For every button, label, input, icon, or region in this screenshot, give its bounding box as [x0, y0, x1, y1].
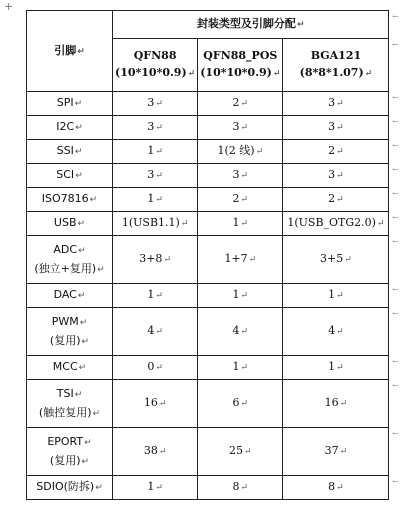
return-mark: ↵: [155, 327, 163, 337]
return-mark: ↵: [78, 363, 87, 373]
return-mark: ↵: [155, 99, 163, 109]
return-mark: ↵: [163, 255, 171, 265]
package-name: BGA121: [310, 49, 362, 62]
return-mark: ↵: [336, 327, 344, 337]
return-mark: ↵: [336, 483, 344, 493]
return-mark: ↵: [155, 123, 163, 133]
cell-value: 3: [147, 96, 155, 109]
cell-value: 1: [328, 288, 336, 301]
value-cell: [283, 476, 389, 500]
return-mark: ↵: [244, 447, 252, 457]
cell-value: 1(USB1.1): [121, 216, 180, 229]
table-row: [27, 284, 389, 308]
return-mark: ↵: [180, 219, 189, 229]
return-mark: ↵: [339, 447, 348, 457]
value-cell: [113, 116, 198, 140]
return-mark: ↵: [240, 483, 249, 493]
package-group-header: 封装类型及引脚分配: [196, 17, 296, 30]
row-end-mark: ←: [392, 477, 399, 486]
row-label: ADC: [53, 242, 78, 256]
cell-value: 8: [328, 480, 336, 493]
return-mark: ↵: [75, 171, 83, 181]
value-cell: [283, 164, 389, 188]
cell-value: 1: [147, 144, 155, 157]
value-cell: [198, 476, 283, 500]
cell-value: 1: [232, 360, 240, 373]
table-row: [27, 380, 389, 428]
row-label: PWM: [51, 314, 79, 328]
return-mark: ↵: [344, 255, 352, 265]
return-mark: ↵: [155, 291, 163, 301]
return-mark: ↵: [240, 99, 249, 109]
row-label-cell: [27, 212, 113, 236]
cell-value: 0: [147, 360, 155, 373]
cell-value: 3+5: [320, 252, 344, 265]
package-name: QFN88: [133, 49, 177, 62]
cell-value: 3: [328, 120, 336, 133]
return-mark: ↵: [75, 123, 83, 133]
cell-value: 6: [232, 396, 240, 409]
row-label: MCC: [52, 360, 78, 373]
return-mark: ↵: [336, 123, 344, 133]
value-cell: [113, 428, 198, 476]
return-mark: ↵: [336, 195, 344, 205]
return-mark: ↵: [84, 437, 92, 448]
value-cell: [283, 116, 389, 140]
row-label: ISO7816: [41, 192, 89, 205]
row-label: (触控复用): [38, 405, 92, 419]
package-header-cell: [283, 39, 389, 92]
row-label-cell: [27, 92, 113, 116]
row-label: EPORT: [47, 434, 84, 448]
cell-value: 3: [232, 168, 240, 181]
value-cell: [113, 92, 198, 116]
cell-value: 3+8: [139, 252, 163, 265]
cell-value: 8: [232, 480, 240, 493]
return-mark: ↵: [79, 317, 88, 328]
return-mark: ↵: [240, 171, 249, 181]
package-dims: (10*10*0.9): [200, 66, 272, 79]
return-mark: ↵: [240, 195, 249, 205]
cell-value: 4: [147, 324, 155, 337]
return-mark: ↵: [97, 264, 105, 275]
row-label-cell: [27, 428, 113, 476]
value-cell: [113, 164, 198, 188]
return-mark: ↵: [272, 69, 281, 79]
return-mark: ↵: [336, 363, 344, 373]
row-label-cell: [27, 140, 113, 164]
row-label: SPI: [56, 96, 74, 109]
value-cell: [198, 356, 283, 380]
return-mark: ↵: [248, 255, 257, 265]
row-label-cell: [27, 476, 113, 500]
pin-header-label: 引脚: [54, 43, 77, 57]
return-mark: ↵: [336, 147, 344, 157]
cell-value: 2: [328, 192, 336, 205]
value-cell: [113, 212, 198, 236]
row-label-cell: [27, 164, 113, 188]
row-label-cell: [27, 236, 113, 284]
value-cell: [113, 380, 198, 428]
value-cell: [198, 188, 283, 212]
return-mark: ↵: [158, 399, 167, 409]
table-row: [27, 92, 389, 116]
value-cell: [113, 284, 198, 308]
package-header-cell: [113, 39, 198, 92]
return-mark: ↵: [187, 69, 196, 79]
return-mark: ↵: [240, 219, 249, 229]
cell-value: 1: [328, 360, 336, 373]
pin-allocation-table: [26, 10, 389, 500]
return-mark: ↵: [336, 291, 344, 301]
return-mark: ↵: [240, 399, 249, 409]
value-cell: [283, 428, 389, 476]
value-cell: [283, 212, 389, 236]
row-end-mark: ←: [392, 12, 399, 21]
row-label: TSI: [56, 386, 74, 400]
return-mark: ↵: [336, 171, 344, 181]
package-header-cell: [198, 39, 283, 92]
return-mark: ↵: [81, 336, 90, 347]
value-cell: [113, 476, 198, 500]
table-row: [27, 356, 389, 380]
return-mark: ↵: [78, 245, 86, 256]
package-dims: (10*10*0.9): [115, 66, 187, 79]
value-cell: [198, 164, 283, 188]
return-mark: ↵: [240, 291, 249, 301]
row-label: (复用): [49, 453, 81, 467]
row-label: SCI: [56, 168, 75, 181]
row-label: SSI: [56, 144, 74, 157]
return-mark: ↵: [155, 147, 163, 157]
return-mark: ↵: [89, 195, 98, 205]
table-row: [27, 212, 389, 236]
cell-value: 16: [143, 396, 158, 409]
row-end-mark: ←: [392, 285, 399, 294]
return-mark: ↵: [81, 456, 90, 467]
value-cell: [113, 236, 198, 284]
return-mark: ↵: [155, 195, 163, 205]
return-mark: ↵: [155, 171, 163, 181]
value-cell: [283, 356, 389, 380]
return-mark: ↵: [158, 447, 167, 457]
row-label-cell: [27, 356, 113, 380]
cell-value: 38: [143, 444, 158, 457]
cell-value: 16: [324, 396, 339, 409]
row-end-mark: ←: [392, 213, 399, 222]
cell-value: 1: [232, 216, 240, 229]
package-group-header-cell: [113, 11, 389, 39]
value-cell: [198, 284, 283, 308]
row-end-mark: ←: [392, 40, 399, 49]
value-cell: [198, 140, 283, 164]
value-cell: [283, 284, 389, 308]
value-cell: [198, 428, 283, 476]
cell-value: 1: [232, 288, 240, 301]
cell-value: 1: [147, 480, 155, 493]
return-mark: ↵: [155, 483, 163, 493]
value-cell: [198, 308, 283, 356]
cell-value: 25: [229, 444, 244, 457]
cell-value: 1: [147, 288, 155, 301]
value-cell: [198, 236, 283, 284]
row-end-mark: ←: [392, 165, 399, 174]
cell-value: 3: [232, 120, 240, 133]
cell-value: 4: [232, 324, 240, 337]
row-label: SDIO(防拆): [36, 480, 95, 493]
return-mark: ↵: [92, 408, 101, 419]
value-cell: [198, 380, 283, 428]
row-label-cell: [27, 380, 113, 428]
table-row: [27, 164, 389, 188]
corner-mark: +: [4, 0, 14, 13]
return-mark: ↵: [255, 147, 264, 157]
value-cell: [283, 92, 389, 116]
value-cell: [198, 212, 283, 236]
cell-value: 2: [232, 96, 240, 109]
return-mark: ↵: [339, 399, 348, 409]
cell-value: 4: [328, 324, 336, 337]
cell-value: 1+7: [224, 252, 248, 265]
value-cell: [283, 140, 389, 164]
value-cell: [283, 380, 389, 428]
row-end-mark: ←: [392, 381, 399, 390]
return-mark: ↵: [95, 483, 103, 493]
return-mark: ↵: [240, 123, 249, 133]
cell-value: 1: [147, 192, 155, 205]
cell-value: 1(2 线): [217, 144, 255, 157]
cell-value: 2: [232, 192, 240, 205]
table-row: [27, 476, 389, 500]
cell-value: 3: [147, 120, 155, 133]
row-label: (独立+复用): [34, 261, 97, 275]
row-end-mark: ←: [392, 141, 399, 150]
return-mark: ↵: [74, 147, 83, 157]
row-label: USB: [53, 216, 77, 229]
return-mark: ↵: [77, 291, 86, 301]
return-mark: ↵: [74, 389, 83, 400]
row-end-mark: ←: [392, 237, 399, 246]
row-end-mark: ←: [392, 357, 399, 366]
row-label-cell: [27, 284, 113, 308]
row-label-cell: [27, 308, 113, 356]
value-cell: [283, 188, 389, 212]
table-row: [27, 308, 389, 356]
table-row: [27, 236, 389, 284]
package-name: QFN88_POS: [203, 49, 278, 62]
pin-header-cell: [27, 11, 113, 92]
table-row: [27, 116, 389, 140]
value-cell: [113, 308, 198, 356]
row-end-mark: ←: [392, 189, 399, 198]
value-cell: [198, 92, 283, 116]
return-mark: ↵: [296, 20, 305, 30]
row-end-mark: ←: [392, 93, 399, 102]
table-row: [27, 428, 389, 476]
row-end-mark: ←: [392, 429, 399, 438]
value-cell: [198, 116, 283, 140]
row-label-cell: [27, 116, 113, 140]
return-mark: ↵: [74, 99, 83, 109]
value-cell: [283, 236, 389, 284]
row-label-cell: [27, 188, 113, 212]
row-label: I2C: [56, 120, 75, 133]
cell-value: 1(USB_OTG2.0): [287, 216, 376, 229]
return-mark: ↵: [77, 219, 86, 229]
return-mark: ↵: [240, 327, 249, 337]
value-cell: [113, 140, 198, 164]
value-cell: [113, 188, 198, 212]
return-mark: ↵: [336, 99, 344, 109]
return-mark: ↵: [240, 363, 249, 373]
cell-value: 37: [324, 444, 339, 457]
return-mark: ↵: [77, 46, 85, 57]
return-mark: ↵: [376, 219, 385, 229]
package-dims: (8*8*1.07): [299, 66, 364, 79]
header-row-1: [27, 11, 389, 39]
cell-value: 3: [147, 168, 155, 181]
cell-value: 3: [328, 96, 336, 109]
value-cell: [113, 356, 198, 380]
value-cell: [283, 308, 389, 356]
cell-value: 2: [328, 144, 336, 157]
row-end-mark: ←: [392, 309, 399, 318]
return-mark: ↵: [364, 69, 373, 79]
row-label: (复用): [49, 333, 81, 347]
row-label: DAC: [53, 288, 77, 301]
return-mark: ↵: [155, 363, 163, 373]
table-row: [27, 188, 389, 212]
row-end-mark: ←: [392, 117, 399, 126]
table-row: [27, 140, 389, 164]
cell-value: 3: [328, 168, 336, 181]
